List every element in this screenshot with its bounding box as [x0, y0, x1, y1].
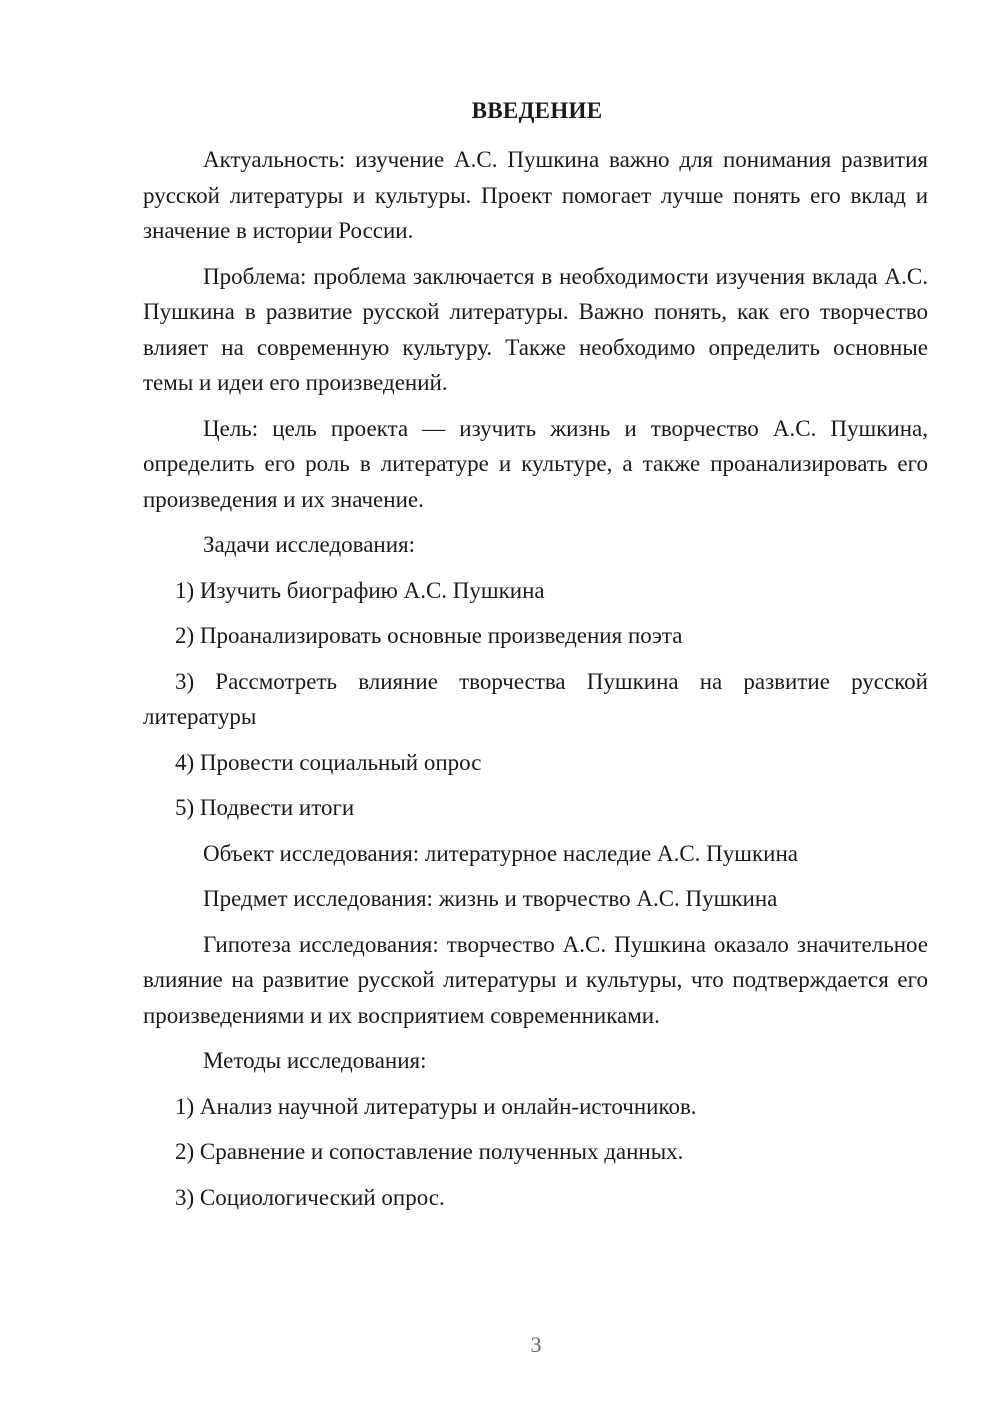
task-item: 3) Рассмотреть влияние творчества Пушкина на развитие русской литературы	[143, 668, 928, 729]
task-item: 4) Провести социальный опрос	[175, 749, 482, 775]
page-title: ВВЕДЕНИЕ	[471, 98, 603, 123]
method-item: 3) Социологический опрос.	[175, 1184, 445, 1210]
method-item: 2) Сравнение и сопоставление полученных данных.	[175, 1139, 684, 1164]
subject-paragraph: Предмет исследования: жизнь и творчество А.С. Пушкина	[203, 886, 778, 911]
object-paragraph: Объект исследования: литературное наследие А.С. Пушкина	[203, 840, 798, 866]
tasks-heading: Задачи исследования:	[203, 532, 416, 557]
document-body	[143, 142, 928, 1225]
relevance-paragraph: Актуальность: изучение А.С. Пушкина важно для понимания развития русской литературы и культуры. Проект помогает лучше понять его вклад и значение в истории России.	[143, 147, 928, 243]
methods-heading: Методы исследования:	[203, 1048, 427, 1073]
goal-paragraph: Цель: цель проекта — изучить жизнь и творчество А.С. Пушкина, определить его роль в литературе и культуре, а также проанализировать его произведения и их значение.	[143, 415, 928, 512]
task-item: 5) Подвести итоги	[175, 795, 355, 820]
method-item: 1) Анализ научной литературы и онлайн-источников.	[175, 1093, 697, 1119]
page-number: 3	[530, 1332, 542, 1357]
problem-paragraph: Проблема: проблема заключается в необходимости изучения вклада А.С. Пушкина в развитие русской литературы. Важно понять, как его творчество влияет на современную культуру. Также необходимо определить основные темы и идеи его произведений.	[143, 263, 928, 395]
hypothesis-paragraph: Гипотеза исследования: творчество А.С. Пушкина оказало значительное влияние на развитие русской литературы и культуры, что подтверждается его произведениями и их восприятием современниками.	[143, 931, 928, 1028]
task-item: 2) Проанализировать основные произведения поэта	[175, 623, 683, 648]
task-item: 1) Изучить биографию А.С. Пушкина	[175, 577, 545, 603]
